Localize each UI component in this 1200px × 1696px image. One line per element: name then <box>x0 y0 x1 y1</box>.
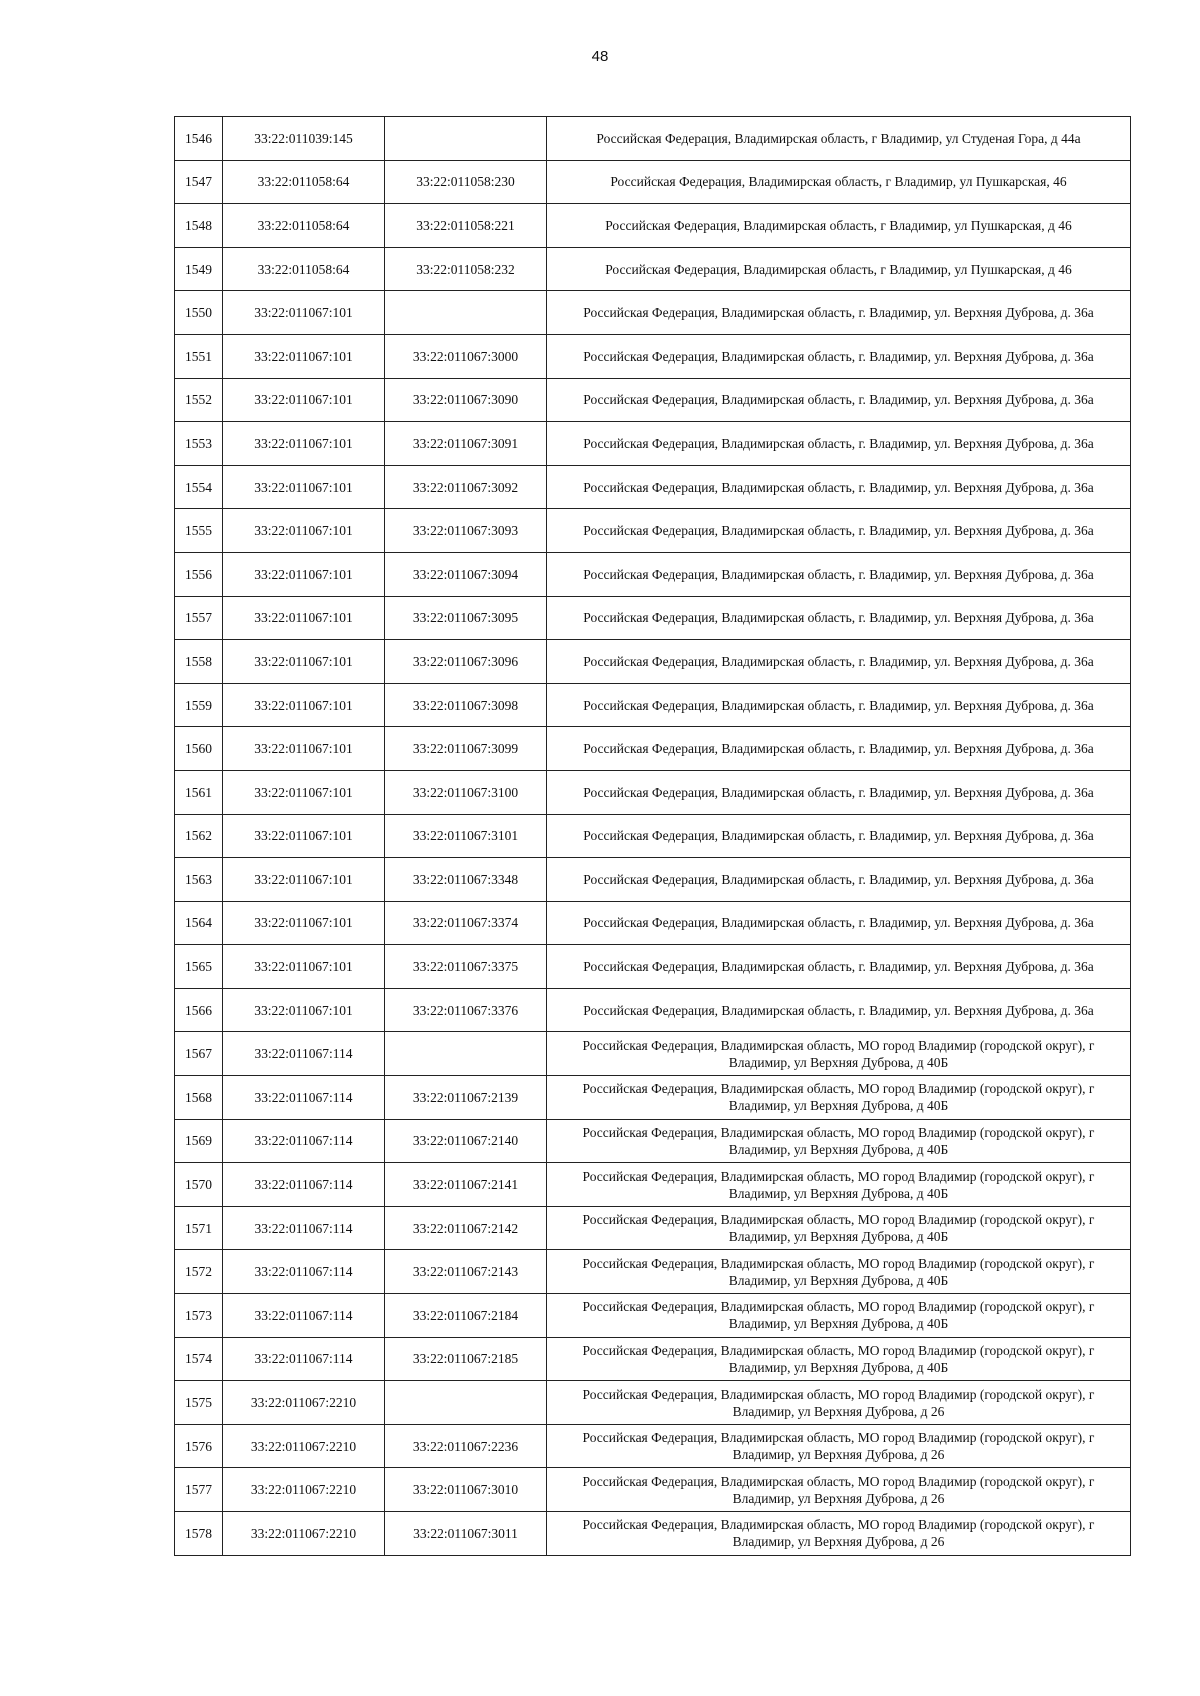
sub-cadastral-number-cell: 33:22:011067:3000 <box>385 334 547 378</box>
row-number-cell: 1573 <box>175 1294 223 1338</box>
sub-cadastral-number-cell: 33:22:011067:2185 <box>385 1337 547 1381</box>
cadastral-number-cell: 33:22:011067:114 <box>223 1032 385 1076</box>
cadastral-number-cell: 33:22:011067:2210 <box>223 1381 385 1425</box>
cadastral-number-cell: 33:22:011067:101 <box>223 422 385 466</box>
table-row <box>175 204 1131 248</box>
cadastral-number-cell: 33:22:011058:64 <box>223 247 385 291</box>
table-row <box>175 770 1131 814</box>
table-row <box>175 945 1131 989</box>
address-cell: Российская Федерация, Владимирская область, МО город Владимир (городской округ), г Владимир, ул Верхняя Дуброва, д 40Б <box>547 1032 1131 1076</box>
row-number-cell: 1574 <box>175 1337 223 1381</box>
sub-cadastral-number-cell: 33:22:011058:232 <box>385 247 547 291</box>
sub-cadastral-number-cell: 33:22:011067:2140 <box>385 1119 547 1163</box>
sub-cadastral-number-cell <box>385 117 547 161</box>
table-row <box>175 465 1131 509</box>
sub-cadastral-number-cell: 33:22:011067:3094 <box>385 552 547 596</box>
table-row <box>175 422 1131 466</box>
sub-cadastral-number-cell: 33:22:011058:221 <box>385 204 547 248</box>
sub-cadastral-number-cell <box>385 291 547 335</box>
address-cell: Российская Федерация, Владимирская область, г. Владимир, ул. Верхняя Дуброва, д. 36а <box>547 596 1131 640</box>
table-row <box>175 1206 1131 1250</box>
cadastral-number-cell: 33:22:011058:64 <box>223 204 385 248</box>
address-cell: Российская Федерация, Владимирская область, г. Владимир, ул. Верхняя Дуброва, д. 36а <box>547 901 1131 945</box>
row-number-cell: 1561 <box>175 770 223 814</box>
sub-cadastral-number-cell: 33:22:011067:3098 <box>385 683 547 727</box>
address-cell: Российская Федерация, Владимирская область, МО город Владимир (городской округ), г Владимир, ул Верхняя Дуброва, д 40Б <box>547 1337 1131 1381</box>
table-row <box>175 1119 1131 1163</box>
cadastral-number-cell: 33:22:011067:101 <box>223 509 385 553</box>
address-cell: Российская Федерация, Владимирская область, г. Владимир, ул. Верхняя Дуброва, д. 36а <box>547 988 1131 1032</box>
cadastral-number-cell: 33:22:011067:101 <box>223 596 385 640</box>
cadastral-number-cell: 33:22:011067:114 <box>223 1206 385 1250</box>
cadastral-number-cell: 33:22:011067:2210 <box>223 1512 385 1556</box>
sub-cadastral-number-cell: 33:22:011067:3096 <box>385 640 547 684</box>
table-row <box>175 552 1131 596</box>
sub-cadastral-number-cell <box>385 1381 547 1425</box>
cadastral-number-cell: 33:22:011067:101 <box>223 465 385 509</box>
address-cell: Российская Федерация, Владимирская область, МО город Владимир (городской округ), г Владимир, ул Верхняя Дуброва, д 26 <box>547 1468 1131 1512</box>
sub-cadastral-number-cell: 33:22:011067:3095 <box>385 596 547 640</box>
table-row <box>175 1032 1131 1076</box>
row-number-cell: 1564 <box>175 901 223 945</box>
address-cell: Российская Федерация, Владимирская область, г. Владимир, ул. Верхняя Дуброва, д. 36а <box>547 640 1131 684</box>
sub-cadastral-number-cell: 33:22:011067:3091 <box>385 422 547 466</box>
table-row <box>175 814 1131 858</box>
row-number-cell: 1553 <box>175 422 223 466</box>
page-number: 48 <box>591 48 609 65</box>
row-number-cell: 1549 <box>175 247 223 291</box>
row-number-cell: 1548 <box>175 204 223 248</box>
address-cell: Российская Федерация, Владимирская область, г. Владимир, ул. Верхняя Дуброва, д. 36а <box>547 422 1131 466</box>
sub-cadastral-number-cell: 33:22:011067:3100 <box>385 770 547 814</box>
table-row <box>175 858 1131 902</box>
cadastral-number-cell: 33:22:011067:101 <box>223 814 385 858</box>
cadastral-number-cell: 33:22:011067:101 <box>223 552 385 596</box>
row-number-cell: 1555 <box>175 509 223 553</box>
sub-cadastral-number-cell: 33:22:011067:3376 <box>385 988 547 1032</box>
table-row <box>175 640 1131 684</box>
row-number-cell: 1554 <box>175 465 223 509</box>
row-number-cell: 1570 <box>175 1163 223 1207</box>
row-number-cell: 1562 <box>175 814 223 858</box>
sub-cadastral-number-cell: 33:22:011067:2236 <box>385 1424 547 1468</box>
cadastral-number-cell: 33:22:011067:114 <box>223 1076 385 1120</box>
table-row <box>175 1337 1131 1381</box>
table-row <box>175 727 1131 771</box>
table-row <box>175 988 1131 1032</box>
row-number-cell: 1556 <box>175 552 223 596</box>
address-cell: Российская Федерация, Владимирская область, г Владимир, ул Студеная Гора, д 44а <box>547 117 1131 161</box>
cadastral-number-cell: 33:22:011067:101 <box>223 901 385 945</box>
row-number-cell: 1576 <box>175 1424 223 1468</box>
sub-cadastral-number-cell: 33:22:011067:2141 <box>385 1163 547 1207</box>
row-number-cell: 1557 <box>175 596 223 640</box>
cadastral-number-cell: 33:22:011067:2210 <box>223 1468 385 1512</box>
address-cell: Российская Федерация, Владимирская область, МО город Владимир (городской округ), г Владимир, ул Верхняя Дуброва, д 40Б <box>547 1076 1131 1120</box>
table-row <box>175 1294 1131 1338</box>
address-cell: Российская Федерация, Владимирская область, г. Владимир, ул. Верхняя Дуброва, д. 36а <box>547 727 1131 771</box>
address-cell: Российская Федерация, Владимирская область, г Владимир, ул Пушкарская, 46 <box>547 160 1131 204</box>
sub-cadastral-number-cell: 33:22:011067:3348 <box>385 858 547 902</box>
cadastral-number-cell: 33:22:011067:101 <box>223 334 385 378</box>
address-cell: Российская Федерация, Владимирская область, МО город Владимир (городской округ), г Владимир, ул Верхняя Дуброва, д 26 <box>547 1424 1131 1468</box>
table-row <box>175 509 1131 553</box>
address-cell: Российская Федерация, Владимирская область, г. Владимир, ул. Верхняя Дуброва, д. 36а <box>547 858 1131 902</box>
row-number-cell: 1575 <box>175 1381 223 1425</box>
address-cell: Российская Федерация, Владимирская область, г. Владимир, ул. Верхняя Дуброва, д. 36а <box>547 814 1131 858</box>
row-number-cell: 1559 <box>175 683 223 727</box>
sub-cadastral-number-cell: 33:22:011067:2139 <box>385 1076 547 1120</box>
address-cell: Российская Федерация, Владимирская область, МО город Владимир (городской округ), г Владимир, ул Верхняя Дуброва, д 40Б <box>547 1119 1131 1163</box>
table-row <box>175 160 1131 204</box>
cadastral-table <box>174 116 1131 1556</box>
cadastral-number-cell: 33:22:011067:101 <box>223 770 385 814</box>
address-cell: Российская Федерация, Владимирская область, МО город Владимир (городской округ), г Владимир, ул Верхняя Дуброва, д 40Б <box>547 1163 1131 1207</box>
row-number-cell: 1567 <box>175 1032 223 1076</box>
address-cell: Российская Федерация, Владимирская область, МО город Владимир (городской округ), г Владимир, ул Верхняя Дуброва, д 26 <box>547 1381 1131 1425</box>
address-cell: Российская Федерация, Владимирская область, г. Владимир, ул. Верхняя Дуброва, д. 36а <box>547 945 1131 989</box>
table-row <box>175 596 1131 640</box>
table-row <box>175 901 1131 945</box>
sub-cadastral-number-cell: 33:22:011067:2142 <box>385 1206 547 1250</box>
cadastral-number-cell: 33:22:011067:101 <box>223 640 385 684</box>
address-cell: Российская Федерация, Владимирская область, г. Владимир, ул. Верхняя Дуброва, д. 36а <box>547 683 1131 727</box>
table-row <box>175 1512 1131 1556</box>
address-cell: Российская Федерация, Владимирская область, г. Владимир, ул. Верхняя Дуброва, д. 36а <box>547 334 1131 378</box>
cadastral-number-cell: 33:22:011067:101 <box>223 988 385 1032</box>
cadastral-number-cell: 33:22:011067:114 <box>223 1163 385 1207</box>
cadastral-number-cell: 33:22:011067:2210 <box>223 1424 385 1468</box>
table-row <box>175 1163 1131 1207</box>
row-number-cell: 1569 <box>175 1119 223 1163</box>
row-number-cell: 1551 <box>175 334 223 378</box>
row-number-cell: 1578 <box>175 1512 223 1556</box>
table-row <box>175 378 1131 422</box>
table-row <box>175 1381 1131 1425</box>
row-number-cell: 1558 <box>175 640 223 684</box>
cadastral-number-cell: 33:22:011067:101 <box>223 683 385 727</box>
row-number-cell: 1577 <box>175 1468 223 1512</box>
row-number-cell: 1563 <box>175 858 223 902</box>
cadastral-number-cell: 33:22:011067:101 <box>223 945 385 989</box>
address-cell: Российская Федерация, Владимирская область, г. Владимир, ул. Верхняя Дуброва, д. 36а <box>547 465 1131 509</box>
row-number-cell: 1565 <box>175 945 223 989</box>
address-cell: Российская Федерация, Владимирская область, г. Владимир, ул. Верхняя Дуброва, д. 36а <box>547 291 1131 335</box>
row-number-cell: 1550 <box>175 291 223 335</box>
cadastral-number-cell: 33:22:011067:114 <box>223 1119 385 1163</box>
row-number-cell: 1552 <box>175 378 223 422</box>
sub-cadastral-number-cell <box>385 1032 547 1076</box>
table-row <box>175 683 1131 727</box>
address-cell: Российская Федерация, Владимирская область, МО город Владимир (городской округ), г Владимир, ул Верхняя Дуброва, д 40Б <box>547 1206 1131 1250</box>
sub-cadastral-number-cell: 33:22:011067:3101 <box>385 814 547 858</box>
table-row <box>175 334 1131 378</box>
address-cell: Российская Федерация, Владимирская область, МО город Владимир (городской округ), г Владимир, ул Верхняя Дуброва, д 40Б <box>547 1250 1131 1294</box>
address-cell: Российская Федерация, Владимирская область, г Владимир, ул Пушкарская, д 46 <box>547 247 1131 291</box>
table-row <box>175 291 1131 335</box>
sub-cadastral-number-cell: 33:22:011067:3011 <box>385 1512 547 1556</box>
cadastral-number-cell: 33:22:011067:101 <box>223 858 385 902</box>
table-row <box>175 117 1131 161</box>
row-number-cell: 1572 <box>175 1250 223 1294</box>
row-number-cell: 1566 <box>175 988 223 1032</box>
cadastral-number-cell: 33:22:011067:101 <box>223 727 385 771</box>
sub-cadastral-number-cell: 33:22:011067:3092 <box>385 465 547 509</box>
cadastral-number-cell: 33:22:011067:114 <box>223 1294 385 1338</box>
row-number-cell: 1568 <box>175 1076 223 1120</box>
address-cell: Российская Федерация, Владимирская область, г. Владимир, ул. Верхняя Дуброва, д. 36а <box>547 378 1131 422</box>
table-row <box>175 1076 1131 1120</box>
table-body <box>175 117 1131 1556</box>
address-cell: Российская Федерация, Владимирская область, г. Владимир, ул. Верхняя Дуброва, д. 36а <box>547 770 1131 814</box>
sub-cadastral-number-cell: 33:22:011067:3090 <box>385 378 547 422</box>
sub-cadastral-number-cell: 33:22:011067:2184 <box>385 1294 547 1338</box>
table-row <box>175 247 1131 291</box>
address-cell: Российская Федерация, Владимирская область, г Владимир, ул Пушкарская, д 46 <box>547 204 1131 248</box>
sub-cadastral-number-cell: 33:22:011067:3099 <box>385 727 547 771</box>
cadastral-number-cell: 33:22:011067:114 <box>223 1337 385 1381</box>
cadastral-number-cell: 33:22:011067:114 <box>223 1250 385 1294</box>
row-number-cell: 1547 <box>175 160 223 204</box>
sub-cadastral-number-cell: 33:22:011067:3375 <box>385 945 547 989</box>
table-row <box>175 1250 1131 1294</box>
row-number-cell: 1546 <box>175 117 223 161</box>
sub-cadastral-number-cell: 33:22:011058:230 <box>385 160 547 204</box>
cadastral-number-cell: 33:22:011067:101 <box>223 378 385 422</box>
sub-cadastral-number-cell: 33:22:011067:2143 <box>385 1250 547 1294</box>
cadastral-number-cell: 33:22:011039:145 <box>223 117 385 161</box>
address-cell: Российская Федерация, Владимирская область, г. Владимир, ул. Верхняя Дуброва, д. 36а <box>547 509 1131 553</box>
cadastral-number-cell: 33:22:011067:101 <box>223 291 385 335</box>
table-row <box>175 1468 1131 1512</box>
row-number-cell: 1571 <box>175 1206 223 1250</box>
row-number-cell: 1560 <box>175 727 223 771</box>
address-cell: Российская Федерация, Владимирская область, МО город Владимир (городской округ), г Владимир, ул Верхняя Дуброва, д 26 <box>547 1512 1131 1556</box>
sub-cadastral-number-cell: 33:22:011067:3374 <box>385 901 547 945</box>
address-cell: Российская Федерация, Владимирская область, МО город Владимир (городской округ), г Владимир, ул Верхняя Дуброва, д 40Б <box>547 1294 1131 1338</box>
table-row <box>175 1424 1131 1468</box>
cadastral-number-cell: 33:22:011058:64 <box>223 160 385 204</box>
sub-cadastral-number-cell: 33:22:011067:3093 <box>385 509 547 553</box>
sub-cadastral-number-cell: 33:22:011067:3010 <box>385 1468 547 1512</box>
address-cell: Российская Федерация, Владимирская область, г. Владимир, ул. Верхняя Дуброва, д. 36а <box>547 552 1131 596</box>
